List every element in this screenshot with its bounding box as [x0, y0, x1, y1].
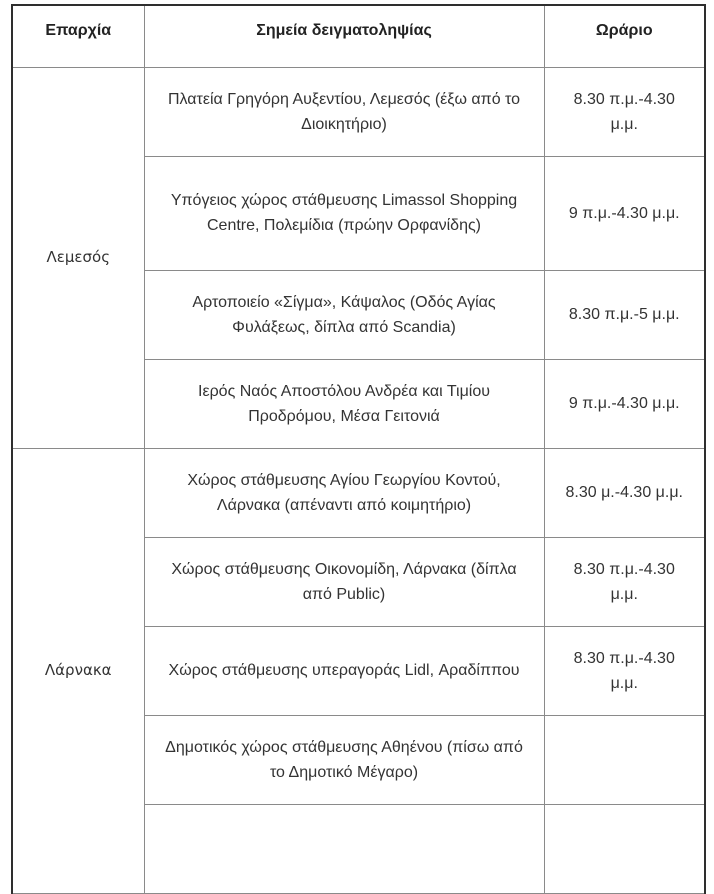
hours-cell: 9 π.μ.-4.30 μ.μ. [544, 156, 705, 270]
schedule-table-wrapper [11, 4, 706, 894]
location-cell: Χώρος στάθμευσης Οικονομίδη, Λάρνακα (δίπλα από Public) [144, 537, 544, 626]
location-cell: Χώρος στάθμευσης Αγίου Γεωργίου Κοντού, Λάρνακα (απέναντι από κοιμητήριο) [144, 448, 544, 537]
sampling-schedule-table [11, 4, 706, 894]
hours-cell: 8.30 π.μ.-4.30 μ.μ. [544, 537, 705, 626]
hours-cell: 8.30 π.μ.-4.30 μ.μ. [544, 626, 705, 715]
hours-cell: 9 π.μ.-4.30 μ.μ. [544, 359, 705, 448]
district-cell: Λεμεσός [12, 67, 144, 448]
header-district: Επαρχία [12, 5, 144, 67]
header-location: Σημεία δειγματοληψίας [144, 5, 544, 67]
location-cell: Δημοτικός χώρος στάθμευσης Αθηένου (πίσω από το Δημοτικό Μέγαρο) [144, 715, 544, 804]
table-row [12, 448, 705, 537]
table-row [12, 67, 705, 156]
location-cell: Χώρος στάθμευσης υπεραγοράς Lidl, Αραδίππου [144, 626, 544, 715]
header-row [12, 5, 705, 67]
hours-cell: 8.30 π.μ.-4.30 μ.μ. [544, 67, 705, 156]
hours-cell [544, 715, 705, 804]
hours-cell [544, 804, 705, 893]
district-cell: Λάρνακα [12, 448, 144, 893]
hours-cell: 8.30 π.μ.-5 μ.μ. [544, 270, 705, 359]
hours-cell: 8.30 μ.-4.30 μ.μ. [544, 448, 705, 537]
location-cell: Πλατεία Γρηγόρη Αυξεντίου, Λεμεσός (έξω από το Διοικητήριο) [144, 67, 544, 156]
header-hours: Ωράριο [544, 5, 705, 67]
location-cell: Ιερός Ναός Αποστόλου Ανδρέα και Τιμίου Προδρόμου, Μέσα Γειτονιά [144, 359, 544, 448]
location-cell [144, 804, 544, 893]
location-cell: Αρτοποιείο «Σίγμα», Κάψαλος (Οδός Αγίας Φυλάξεως, δίπλα από Scandia) [144, 270, 544, 359]
location-cell: Υπόγειος χώρος στάθμευσης Limassol Shopping Centre, Πολεμίδια (πρώην Ορφανίδης) [144, 156, 544, 270]
